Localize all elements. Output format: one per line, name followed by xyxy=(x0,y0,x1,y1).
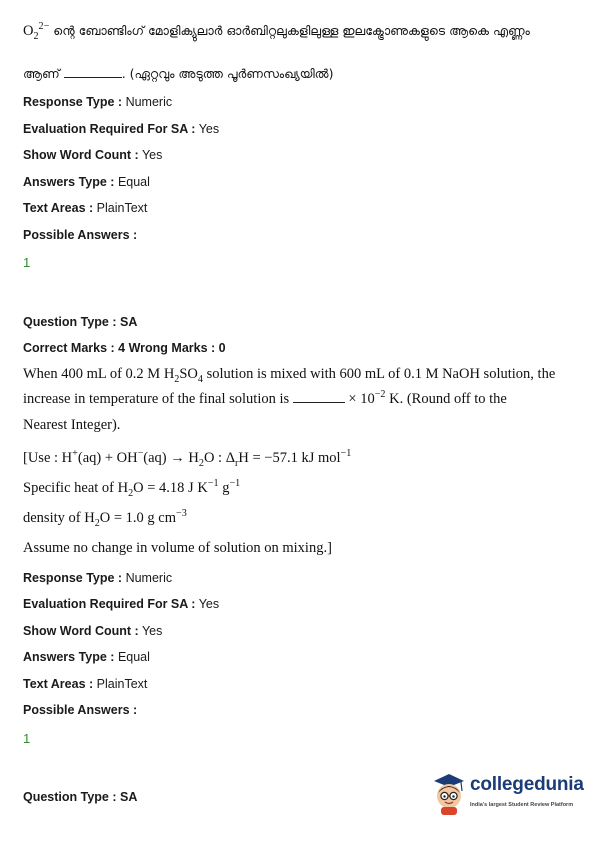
q2-line6: density of $H_2O = 1.0$ g $cm^{-3}$ xyxy=(23,508,187,529)
possible-answer-value: 1 xyxy=(23,255,31,270)
marks: Correct Marks : 4 Wrong Marks : 0 xyxy=(23,341,226,355)
brand-name: collegedunia xyxy=(470,774,584,795)
mascot-icon xyxy=(430,772,468,816)
brand-tagline: India's largest Student Review Platform xyxy=(470,802,574,808)
q2-line4: [Use : $H^+(aq) + OH^-(aq) \to H_2O$ : $\Delta_rH = -57.1$ kJ mol$^{-1}$ xyxy=(23,448,352,469)
answer-blank xyxy=(64,65,122,78)
q2-line2: increase in temperature of the final solution is × $10^{-2}$ K. (Round off to the xyxy=(23,389,507,407)
possible-answers-label: Possible Answers : xyxy=(23,228,138,242)
evaluation-required: Evaluation Required For SA : Yes xyxy=(23,122,220,136)
q2-line3: Nearest Integer). xyxy=(23,417,121,433)
question-type: Question Type : SA xyxy=(23,315,138,329)
q1-line2: ആണ് . (ഏറ്റവും അടുത്ത പൂർണസംഖ്യയിൽ) xyxy=(23,66,334,81)
evaluation-required: Evaluation Required For SA : Yes xyxy=(23,597,220,611)
question-type: Question Type : SA xyxy=(23,790,138,804)
q1-line1: $O_2^{2-}$ ന്റെ ബോണ്ടിംഗ് മോളിക്യുലാർ ഓർബിറ്റലുകളിലുള്ള ഇലക്ട്രോണുകളുടെ ആകെ എണ്ണം xyxy=(23,21,530,42)
response-type: Response Type : Numeric xyxy=(23,571,173,585)
text-areas: Text Areas : PlainText xyxy=(23,201,148,215)
response-type: Response Type : Numeric xyxy=(23,95,173,109)
answers-type: Answers Type : Equal xyxy=(23,175,150,189)
show-word-count: Show Word Count : Yes xyxy=(23,624,163,638)
answers-type: Answers Type : Equal xyxy=(23,650,150,664)
possible-answers-label: Possible Answers : xyxy=(23,703,138,717)
answer-blank xyxy=(293,390,345,403)
show-word-count: Show Word Count : Yes xyxy=(23,148,163,162)
text-areas: Text Areas : PlainText xyxy=(23,677,148,691)
collegedunia-logo xyxy=(430,772,584,822)
q2-line7: Assume no change in volume of solution on mixing.] xyxy=(23,540,332,556)
possible-answer-value: 1 xyxy=(23,731,31,746)
q2-line5: Specific heat of $H_2O = 4.18$ J $K^{-1}$ $g^{-1}$ xyxy=(23,478,241,499)
q2-line1: When 400 mL of 0.2 M $H_2SO_4$ solution is mixed with 600 mL of 0.1 M NaOH solution, the xyxy=(23,366,556,385)
